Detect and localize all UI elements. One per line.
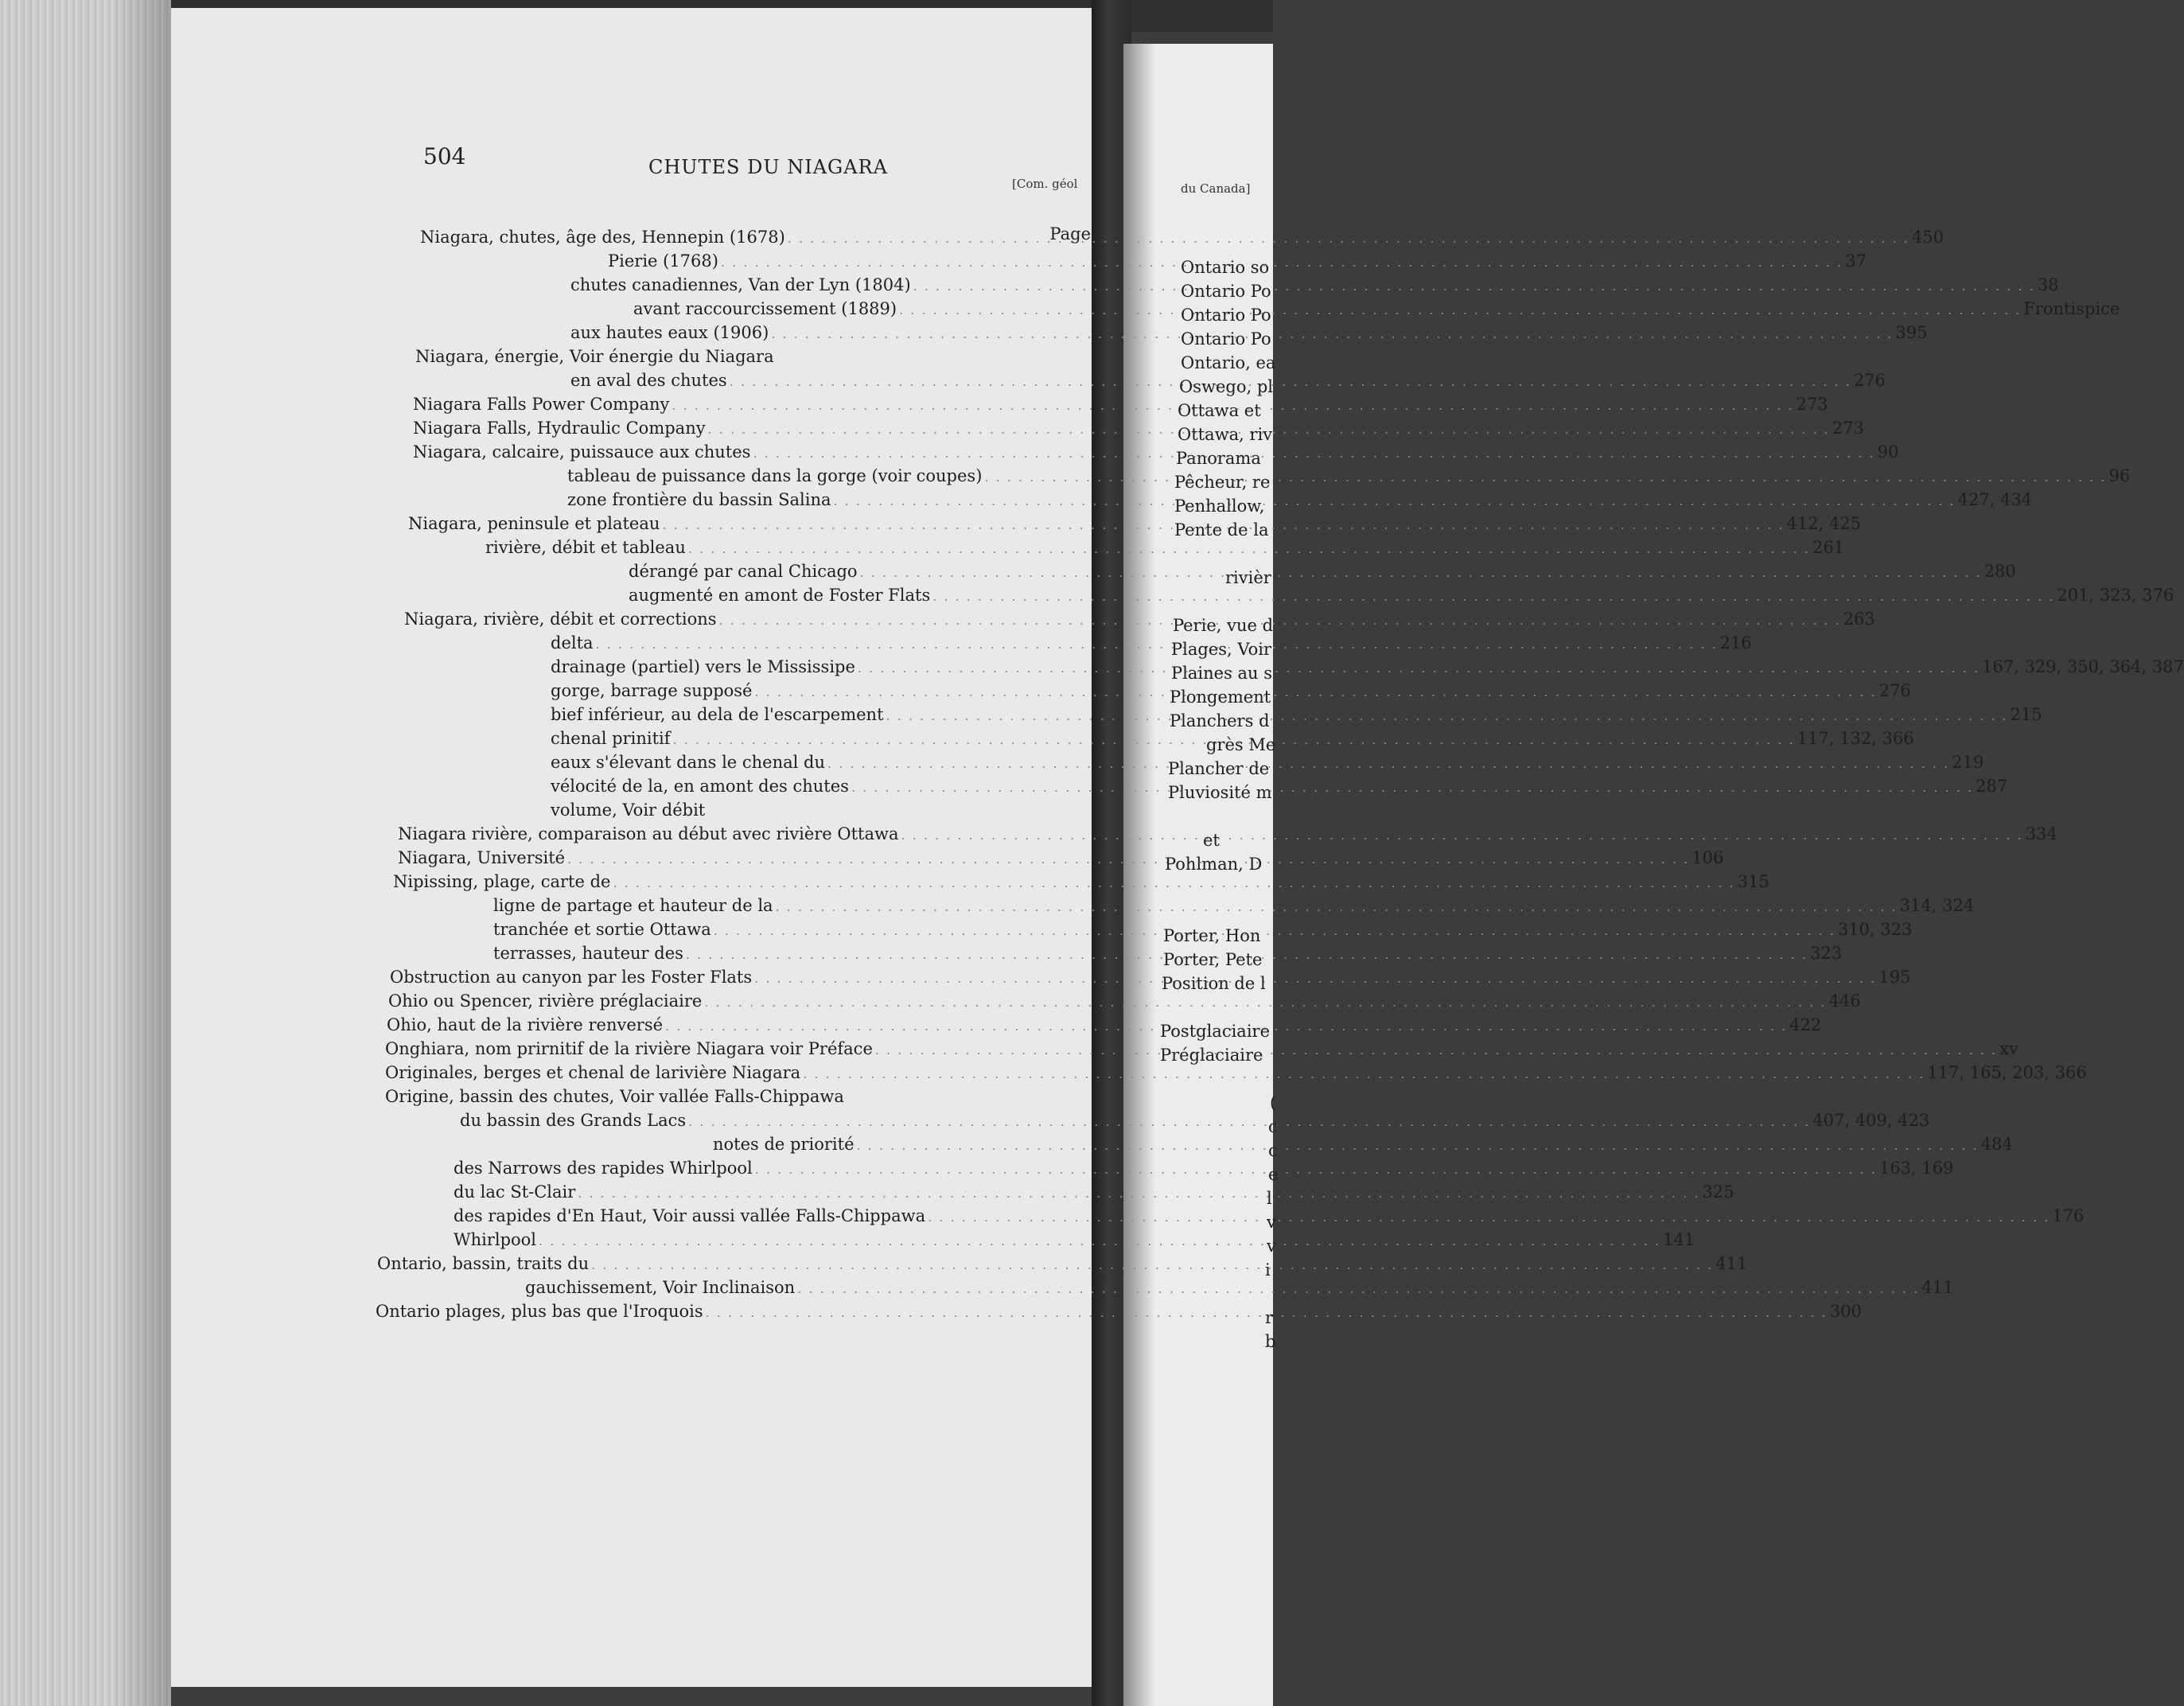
dot-leader	[613, 875, 1734, 890]
right-page-header: du Canada]	[1181, 181, 1251, 196]
index-term: zone frontière du bassin Salina	[567, 490, 831, 509]
right-page-line: Ontario Po	[1181, 282, 1271, 301]
right-page-line: Panorama	[1176, 449, 1261, 468]
index-page-ref: 219	[1952, 753, 1984, 772]
right-page-line: Postglaciaire	[1160, 1022, 1270, 1041]
index-entry	[525, 1278, 1954, 1300]
index-entry	[420, 228, 1944, 250]
index-entry	[460, 1111, 1930, 1133]
index-page-ref: 300	[1829, 1302, 1862, 1321]
index-page-ref: 117, 132, 366	[1797, 729, 1914, 748]
index-term: vélocité de la, en amont des chutes	[551, 777, 849, 796]
dot-leader	[932, 589, 2054, 604]
index-page-ref: 163, 169	[1878, 1159, 1954, 1178]
dot-leader	[578, 1186, 1699, 1201]
index-page-ref: 411	[1715, 1254, 1748, 1273]
index-term: Pierie (1768)	[608, 251, 718, 271]
right-page-line: l	[1267, 1189, 1272, 1208]
right-page-line: Ontario so	[1181, 258, 1270, 277]
dot-leader	[730, 374, 1851, 389]
index-entry	[485, 538, 1845, 560]
right-page-line: Ontario Po	[1181, 329, 1271, 349]
right-page-line: grès Me	[1206, 735, 1276, 754]
index-page-ref: 273	[1796, 395, 1828, 414]
index-term: Niagara, énergie, Voir énergie du Niagara	[415, 347, 774, 366]
index-page-ref: 201, 323, 376	[2057, 586, 2174, 605]
index-page-ref: 395	[1895, 323, 1928, 342]
right-page-line: Oswego, pl	[1179, 377, 1273, 396]
dot-leader	[567, 851, 1689, 867]
index-term: ligne de partage et hauteur de la	[493, 896, 773, 915]
index-page-ref: 195	[1878, 968, 1911, 987]
right-page-line: Ottawa et	[1178, 401, 1261, 420]
right-page-line: (	[1270, 1093, 1277, 1112]
index-entry	[629, 586, 2174, 608]
index-term: notes de priorité	[713, 1135, 855, 1154]
index-page-ref: 276	[1878, 681, 1911, 700]
dot-leader	[803, 1066, 1925, 1081]
dot-leader	[714, 923, 1836, 938]
index-page-ref: 37	[1845, 251, 1867, 271]
index-page-ref: 141	[1663, 1230, 1695, 1249]
right-page-line: rivièr	[1225, 568, 1271, 587]
index-page-ref: 273	[1832, 419, 1864, 438]
right-page-line: Plancher de	[1168, 759, 1270, 778]
dot-leader	[771, 326, 1893, 341]
right-page-line: Planchers d	[1170, 711, 1270, 730]
right-page-line: Pêcheur, re	[1174, 473, 1271, 492]
right-page-line: Penhallow,	[1174, 497, 1265, 516]
dot-leader	[834, 493, 1956, 508]
index-term: terrasses, hauteur des	[493, 944, 683, 963]
index-term: Nipissing, plage, carte de	[393, 872, 611, 891]
right-page-line: b	[1265, 1332, 1276, 1351]
right-page-line: Plongement	[1170, 687, 1271, 707]
index-term: Origine, bassin des chutes, Voir vallée Falls-Chippawa	[385, 1087, 844, 1106]
index-entry	[454, 1159, 1954, 1181]
index-page-ref: 106	[1692, 848, 1724, 867]
dot-leader	[788, 231, 1910, 246]
index-entry	[454, 1182, 1734, 1205]
dot-leader	[875, 1042, 1997, 1057]
index-page-ref: 411	[1921, 1278, 1954, 1297]
index-term: tableau de puissance dans la gorge (voir coupes)	[567, 466, 983, 485]
dot-leader	[753, 446, 1875, 461]
index-entry	[385, 1087, 1090, 1109]
index-page-ref: 334	[2025, 824, 2057, 843]
index-page-ref: 280	[1984, 562, 2016, 581]
index-entry	[393, 872, 1769, 894]
index-term: Niagara, rivière, débit et corrections	[404, 610, 717, 629]
page-number: 504	[423, 143, 466, 169]
dot-leader	[754, 971, 1876, 986]
right-page-line: Position de l	[1162, 974, 1266, 993]
index-term: Niagara, peninsule et plateau	[408, 514, 660, 533]
index-page-ref: 407, 409, 423	[1812, 1111, 1930, 1130]
index-page-ref: 315	[1737, 872, 1769, 891]
index-page-ref: 96	[2108, 466, 2131, 485]
dot-leader	[688, 1114, 1810, 1129]
index-term: gauchissement, Voir Inclinaison	[525, 1278, 796, 1297]
index-term: Ohio ou Spencer, rivière préglaciaire	[388, 991, 703, 1011]
index-page-ref: 323	[1810, 944, 1843, 963]
index-entry	[493, 896, 1975, 918]
index-page-ref: 90	[1877, 442, 1899, 462]
right-page-line: Pluviosité m	[1168, 783, 1272, 802]
right-page-line: Pente de la	[1174, 520, 1269, 539]
index-term: des rapides d'En Haut, Voir aussi vallée Falls-Chippawa	[454, 1206, 926, 1225]
index-page-ref: 167, 329, 350, 364, 387	[1982, 657, 2184, 676]
dot-leader	[704, 995, 1826, 1010]
index-term: en aval des chutes	[570, 371, 727, 390]
dot-leader	[755, 1162, 1877, 1177]
right-page-line: v	[1267, 1237, 1276, 1256]
index-page-ref: 310, 323	[1837, 920, 1913, 939]
dot-leader	[899, 302, 2021, 317]
dot-leader	[827, 756, 1949, 771]
index-page-ref: 446	[1828, 991, 1861, 1011]
dot-leader	[776, 899, 1898, 914]
dot-leader	[860, 565, 1982, 580]
index-page-ref: 314, 324	[1899, 896, 1975, 915]
index-entry	[388, 991, 1861, 1014]
right-page-line: Pohlman, D	[1165, 855, 1263, 874]
index-term: Ontario, bassin, traits du	[377, 1254, 590, 1273]
index-page-ref: 263	[1843, 610, 1875, 629]
dot-leader	[596, 637, 1718, 652]
right-page-line: Plages, Voir	[1171, 640, 1271, 659]
index-entry	[385, 1063, 2087, 1085]
right-page-line: e	[1268, 1165, 1279, 1184]
index-page-ref: 450	[1911, 228, 1944, 247]
index-entry	[713, 1135, 2013, 1157]
index-term: Onghiara, nom prirnitif de la rivière Niagara voir Préface	[385, 1039, 873, 1058]
right-page-line: Perie, vue d	[1173, 616, 1274, 635]
index-term: aux hautes eaux (1906)	[570, 323, 769, 342]
index-page-ref: 38	[2037, 275, 2059, 294]
dot-leader	[721, 255, 1843, 270]
index-term: Obstruction au canyon par les Foster Flats	[390, 968, 753, 987]
index-page-ref: 287	[1976, 777, 2008, 796]
index-page-ref: 427, 434	[1957, 490, 2033, 509]
right-page-line: c	[1268, 1117, 1278, 1136]
index-term: Niagara, calcaire, puissauce aux chutes	[413, 442, 751, 462]
dot-leader	[797, 1281, 1919, 1296]
index-entry	[551, 800, 1090, 823]
index-term: bief inférieur, au dela de l'escarpement	[551, 705, 884, 724]
index-page-ref: 261	[1812, 538, 1845, 557]
index-page-ref: 216	[1719, 633, 1752, 652]
dot-leader	[913, 278, 2035, 294]
index-term: delta	[551, 633, 594, 652]
index-term: Originales, berges et chenal de larivière Niagara	[385, 1063, 801, 1082]
index-term: des Narrows des rapides Whirlpool	[454, 1159, 753, 1178]
dot-leader	[688, 541, 1810, 556]
page-column-label: Page	[1049, 224, 1091, 243]
index-term: du lac St-Clair	[454, 1182, 576, 1202]
dot-leader	[755, 684, 1877, 699]
dot-leader	[928, 1209, 2050, 1225]
index-term: Niagara, chutes, âge des, Hennepin (1678)	[420, 228, 785, 247]
dot-leader	[984, 469, 2106, 485]
index-term: du bassin des Grands Lacs	[460, 1111, 687, 1130]
right-page-line: Porter, Hon	[1163, 926, 1261, 945]
dot-leader	[539, 1233, 1660, 1248]
index-term: avant raccourcissement (1889)	[633, 299, 897, 318]
index-term: volume, Voir débit	[551, 800, 706, 820]
index-term: rivière, débit et tableau	[485, 538, 686, 557]
running-title: CHUTES DU NIAGARA	[648, 156, 888, 178]
dot-leader	[591, 1257, 1713, 1272]
index-page-ref: Frontispice	[2023, 299, 2120, 318]
index-term: Niagara rivière, comparaison au début avec rivière Ottawa	[398, 824, 899, 843]
index-page-ref: 176	[2052, 1206, 2085, 1225]
index-page-ref: 117, 165, 203, 366	[1927, 1063, 2087, 1082]
index-page-ref: 215	[2010, 705, 2042, 724]
index-term: Niagara Falls Power Company	[413, 395, 670, 414]
right-page-line: r	[1265, 1308, 1274, 1327]
index-page-ref: 422	[1789, 1015, 1822, 1034]
index-entry	[454, 1230, 1695, 1252]
dot-leader	[901, 828, 2023, 843]
index-entry	[454, 1206, 2085, 1229]
right-page-line: i	[1265, 1260, 1271, 1280]
dot-leader	[886, 708, 2008, 723]
index-page-ref: xv	[1999, 1039, 2019, 1058]
right-page-line: et	[1203, 831, 1220, 850]
index-term: chenal prinitif	[551, 729, 671, 748]
index-term: gorge, barrage supposé	[551, 681, 753, 700]
index-term: Whirlpool	[454, 1230, 537, 1249]
index-term: Niagara Falls, Hydraulic Company	[413, 419, 706, 438]
right-page-line: Porter, Pete	[1163, 950, 1263, 969]
index-term: dérangé par canal Chicago	[629, 562, 858, 581]
dot-leader	[857, 1138, 1979, 1153]
dot-leader	[858, 660, 1980, 676]
index-term: augmenté en amont de Foster Flats	[629, 586, 931, 605]
right-page-line: v	[1267, 1213, 1276, 1232]
index-entry	[376, 1302, 1862, 1324]
index-page-ref: 412, 425	[1786, 514, 1861, 533]
index-term: Niagara, Université	[398, 848, 566, 867]
index-page-ref: 325	[1702, 1182, 1734, 1202]
right-page-line: Ottawa, riv	[1178, 425, 1273, 444]
index-term: Ontario plages, plus bas que l'Iroquois	[376, 1302, 703, 1321]
right-page-line: c	[1268, 1141, 1278, 1160]
right-page-line: Plaines au s	[1171, 664, 1272, 683]
index-term: chutes canadiennes, Van der Lyn (1804)	[570, 275, 911, 294]
index-page-ref: 484	[1980, 1135, 2013, 1154]
index-term: tranchée et sortie Ottawa	[493, 920, 711, 939]
running-note: [Com. géol	[1012, 177, 1078, 191]
index-page-ref: 276	[1853, 371, 1886, 390]
right-page-line: Ontario Po	[1181, 306, 1271, 325]
index-term: drainage (partiel) vers le Mississipe	[551, 657, 855, 676]
dot-leader	[719, 613, 1841, 628]
right-page-line: Préglaciaire	[1160, 1046, 1263, 1065]
index-entry	[415, 347, 1090, 369]
index-entry	[377, 1254, 1748, 1276]
right-page-line: Ontario, ea	[1181, 353, 1276, 372]
index-term: Ohio, haut de la rivière renversé	[387, 1015, 664, 1034]
dot-leader	[851, 780, 1973, 795]
index-term: eaux s'élevant dans le chenal du	[551, 753, 826, 772]
